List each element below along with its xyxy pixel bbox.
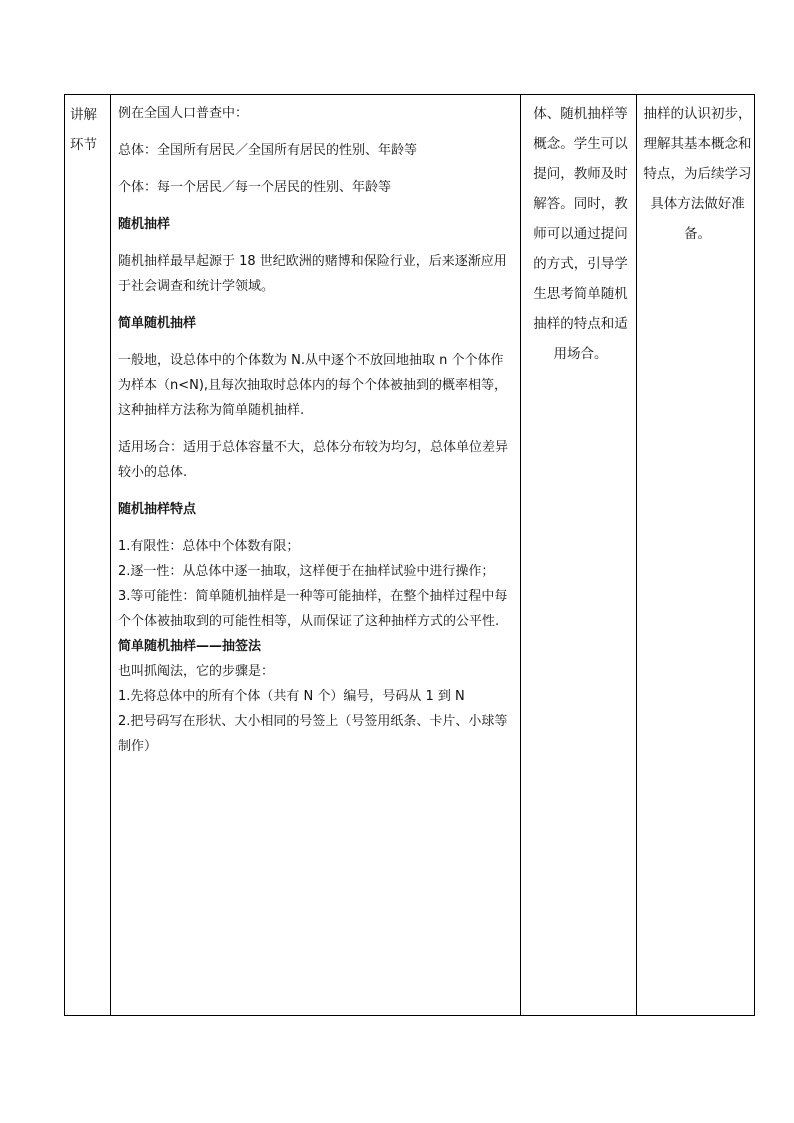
design-intent-cell <box>637 95 755 1016</box>
content-paragraph: 总体：全国所有居民／全国所有居民的性别、年龄等 <box>118 143 418 158</box>
content-paragraph: 个体：每一个居民／每一个居民的性别、年龄等 <box>118 180 392 195</box>
content-paragraph: 也叫抓阄法，它的步骤是： <box>118 664 275 679</box>
lesson-content <box>111 95 520 759</box>
section-heading: 简单随机抽样 <box>118 316 197 331</box>
content-paragraph: 随机抽样最早起源于 18 世纪欧洲的赌博和保险行业，后来逐渐应用于社会调查和统计学领域。 <box>118 254 507 294</box>
section-heading: 简单随机抽样——抽签法 <box>118 639 262 654</box>
content-paragraph: 一般地，设总体中的个体数为 N.从中逐个不放回地抽取 n 个个体作为样本（n<N),且每次抽取时总体内的每个个体被抽到的概率相等，这种抽样方法称为简单随机抽样. <box>118 353 508 418</box>
lesson-plan-table <box>64 94 755 1016</box>
content-paragraph: 2.逐一性：从总体中逐一抽取，这样便于在抽样试验中进行操作； <box>118 564 495 579</box>
stage-label: 讲解环节 <box>70 107 97 153</box>
content-paragraph: 适用场合：适用于总体容量不大，总体分布较为均匀，总体单位差异较小的总体. <box>118 440 509 480</box>
design-intent-text: 抽样的认识初步，理解其基本概念和特点，为后续学习具体方法做好准备。 <box>643 106 752 242</box>
content-paragraph: 2.把号码写在形状、大小相同的号签上（号签用纸条、卡片、小球等制作） <box>118 714 508 754</box>
section-heading: 随机抽样 <box>118 217 171 232</box>
student-activity-text: 体、随机抽样等概念。学生可以提问，教师及时解答。同时，教师可以通过提问的方式，引导学生思考简单随机抽样的特点和适用场合。 <box>533 106 628 362</box>
content-paragraph: 3.等可能性：简单随机抽样是一种等可能抽样，在整个抽样过程中每个个体被抽取到的可能性相等，从而保证了这种抽样方式的公平性. <box>118 589 508 629</box>
stage-cell <box>65 95 111 1016</box>
table-row <box>65 95 755 1016</box>
content-paragraph: 1.先将总体中的所有个体（共有 N 个）编号，号码从 1 到 N <box>118 689 465 704</box>
activity-cell <box>521 95 637 1016</box>
content-cell <box>111 95 521 1016</box>
content-paragraph: 例在全国人口普查中： <box>118 106 249 121</box>
section-heading: 随机抽样特点 <box>118 502 197 517</box>
content-paragraph: 1.有限性：总体中个体数有限； <box>118 539 300 554</box>
